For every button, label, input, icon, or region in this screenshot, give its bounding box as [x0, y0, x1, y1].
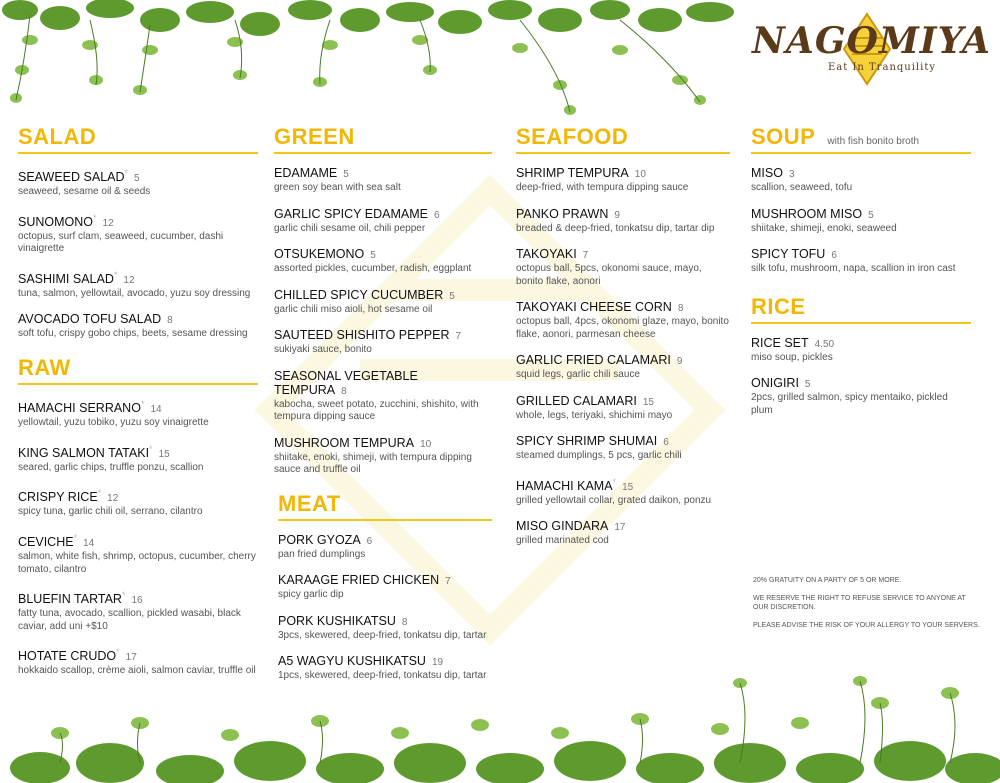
menu-item	[18, 166, 258, 199]
green-heading	[274, 124, 492, 154]
menu-item	[274, 328, 492, 357]
menu-item	[516, 166, 730, 195]
item-price: 15	[642, 396, 654, 408]
item-price: 9	[614, 209, 620, 221]
item-price: 12	[102, 217, 114, 229]
item-price: 14	[83, 538, 95, 550]
menu-item	[516, 207, 730, 236]
item-name: HAMACHI SERRANO	[18, 401, 141, 416]
menu-item	[278, 533, 492, 562]
menu-item	[278, 614, 492, 643]
menu-item	[516, 519, 730, 548]
item-description: kabocha, sweet potato, zucchini, shishito, with tempura dipping sauce	[274, 398, 479, 422]
item-name: KARAAGE FRIED CHICKEN	[278, 573, 440, 587]
item-description: pan fried dumplings	[278, 548, 366, 560]
meat-section	[274, 491, 492, 683]
item-name: PORK KUSHIKATSU	[278, 613, 396, 628]
item-name: SASHIMI SALAD	[18, 271, 114, 286]
item-name: CHILLED SPICY CUCUMBER	[274, 287, 444, 302]
vines-bottom-decoration	[0, 663, 1000, 783]
item-price: 5	[449, 290, 455, 302]
menu-item	[18, 397, 258, 430]
item-name: TAKOYAKI	[516, 247, 577, 261]
item-description: whole, legs, teriyaki, shichimi mayo	[516, 409, 673, 421]
soup-heading	[751, 124, 971, 154]
menu-item	[274, 369, 492, 424]
item-name: PANKO PRAWN	[516, 206, 609, 221]
item-description: squid legs, garlic chili sauce	[516, 369, 640, 380]
menu-item	[274, 166, 492, 195]
vines-top-decoration	[0, 0, 760, 120]
item-description: yellowtail, yuzu tobiko, yuzu soy vinaigrette	[18, 417, 209, 429]
item-description: grilled marinated cod	[516, 535, 609, 547]
section-title: SALAD	[18, 124, 97, 149]
section-title: RICE	[751, 293, 806, 319]
item-name: CRISPY RICE	[18, 490, 98, 505]
menu-item	[274, 288, 492, 317]
item-description: octopus, surf clam, seaweed, cucumber, dashi vinaigrette	[18, 230, 224, 255]
item-name: SHRIMP TEMPURA	[516, 166, 629, 180]
item-price: 17	[614, 522, 626, 534]
item-price: 12	[123, 274, 135, 286]
section-title: GREEN	[274, 124, 355, 149]
item-name: BLUEFIN TARTAR	[18, 592, 122, 607]
item-name: RICE SET	[751, 335, 809, 350]
item-description: deep-fried, with tempura dipping sauce	[516, 182, 689, 193]
salad-section	[18, 124, 258, 341]
item-name: GARLIC SPICY EDAMAME	[274, 206, 428, 221]
soup-section	[751, 124, 971, 276]
item-price: 3	[788, 169, 795, 180]
item-price: 8	[167, 315, 173, 327]
item-price: 9	[676, 356, 683, 367]
item-price: 4.50	[814, 338, 835, 350]
item-name: PORK GYOZA	[278, 532, 361, 547]
item-description: salmon, white fish, shrimp, octopus, cucumber, cherry tomato, cilantro	[18, 551, 256, 575]
menu-item	[516, 247, 730, 288]
item-name: SAUTEED SHISHITO PEPPER	[274, 328, 450, 342]
item-price: 7	[455, 331, 462, 342]
menu-item	[516, 300, 730, 341]
item-name: GARLIC FRIED CALAMARI	[516, 353, 671, 367]
item-price: 12	[107, 493, 119, 505]
item-name: A5 WAGYU KUSHIKATSU	[278, 654, 426, 668]
logo-name: NAGOMIYA	[752, 20, 991, 62]
item-price: 17	[125, 652, 137, 664]
note-allergy: PLEASE ADVISE THE RISK OF YOUR ALLERGY TO YOUR SERVERS.	[753, 622, 980, 629]
item-name: MISO	[751, 166, 783, 180]
item-price: 15	[622, 481, 634, 493]
item-price: 5	[343, 169, 349, 180]
brand-logo	[752, 8, 991, 88]
raw-fish-marker: *	[113, 269, 118, 280]
item-name: EDAMAME	[274, 166, 338, 180]
logo-tagline: Eat In Tranquility	[828, 62, 936, 73]
column-2	[274, 124, 492, 697]
item-description: green soy bean with sea salt	[274, 182, 401, 193]
menu-item	[274, 436, 492, 477]
item-name: OTSUKEMONO	[274, 247, 365, 261]
item-price: 8	[401, 616, 408, 628]
item-price: 8	[341, 385, 347, 397]
item-description: garlic chili sesame oil, chili pepper	[274, 222, 426, 234]
raw-fish-marker: *	[73, 532, 78, 543]
item-name: AVOCADO TOFU SALAD	[18, 312, 162, 327]
menu-item	[18, 588, 258, 633]
section-note: with fish bonito broth	[827, 136, 920, 147]
item-price: 5	[868, 209, 874, 221]
menu-item	[18, 442, 258, 475]
item-price: 19	[431, 657, 444, 668]
item-price: 7	[445, 576, 451, 587]
item-description: fatty tuna, avocado, scallion, pickled wasabi, black caviar, add uni +$10	[18, 608, 241, 632]
item-description: soft tofu, crispy gobo chips, beets, sesame dressing	[18, 328, 248, 340]
raw-fish-marker: *	[97, 488, 102, 499]
menu-item	[18, 531, 258, 576]
item-description: spicy tuna, garlic chili oil, serrano, cilantro	[18, 506, 203, 518]
item-description: scallion, seaweed, tofu	[751, 182, 853, 193]
menu-item	[278, 573, 492, 602]
item-name: SPICY SHRIMP SHUMAI	[516, 434, 658, 448]
section-title: SEAFOOD	[516, 124, 629, 149]
raw-fish-marker: *	[93, 212, 97, 223]
item-description: seaweed, sesame oil & seeds	[18, 186, 151, 198]
raw-fish-marker: *	[149, 443, 153, 454]
policy-notes	[753, 576, 983, 639]
menu-item	[516, 394, 730, 423]
item-price: 5	[804, 379, 811, 390]
item-description: garlic chili miso aioli, hot sesame oil	[274, 303, 433, 315]
item-description: 1pcs, skewered, deep-fried, tonkatsu dip, tartar	[278, 670, 487, 681]
item-description: steamed dumplings, 5 pcs, garlic chili	[516, 450, 682, 461]
note-gratuity: 20% GRATUITY ON A PARTY OF 5 OR MORE.	[753, 577, 902, 584]
item-price: 8	[677, 303, 684, 314]
item-name: SUNOMONO	[18, 214, 93, 229]
item-description: octopus ball, 4pcs, okonomi glaze, mayo, bonito flake, aonori, parmesan cheese	[516, 316, 729, 340]
item-name: SEASONAL VEGETABLE TEMPURA	[274, 368, 418, 397]
item-description: seared, garlic chips, truffle ponzu, scallion	[18, 461, 204, 473]
item-name: KING SALMON TATAKI	[18, 445, 150, 460]
raw-fish-marker: *	[140, 398, 145, 409]
note-refuse-service: WE RESERVE THE RIGHT TO REFUSE SERVICE TO ANYONE AT OUR DISCRETION.	[753, 595, 966, 611]
menu-item	[516, 353, 730, 382]
meat-heading	[278, 491, 492, 521]
item-description: 3pcs, skewered, deep-fried, tonkatsu dip, tartar	[278, 629, 487, 641]
section-title: SOUP	[751, 124, 816, 149]
item-description: assorted pickles, cucumber, radish, eggplant	[274, 263, 472, 274]
column-3	[516, 124, 730, 562]
salad-heading	[18, 124, 258, 154]
menu-item	[274, 247, 492, 276]
item-description: breaded & deep-fried, tonkatsu dip, tartar dip	[516, 222, 715, 234]
item-description: grilled yellowtail collar, grated daikon, ponzu	[516, 494, 712, 506]
menu-item	[751, 336, 971, 365]
item-price: 5	[370, 250, 376, 261]
item-name: TAKOYAKI CHEESE CORN	[516, 300, 672, 314]
seafood-heading	[516, 124, 730, 154]
item-name: MUSHROOM MISO	[751, 206, 863, 221]
menu-item	[18, 486, 258, 519]
item-description: shiitake, enoki, shimeji, with tempura dipping sauce and truffle oil	[274, 451, 472, 475]
item-name: MUSHROOM TEMPURA	[274, 435, 415, 450]
item-description: miso soup, pickles	[751, 351, 833, 363]
raw-heading	[18, 355, 258, 385]
item-description: shiitake, shimeji, enoki, seaweed	[751, 222, 897, 234]
item-name: CEVICHE	[18, 535, 74, 550]
raw-fish-marker: *	[612, 476, 617, 487]
column-1	[18, 124, 258, 692]
rice-heading	[751, 294, 971, 324]
item-name: HOTATE CRUDO	[18, 649, 117, 664]
menu-item	[274, 207, 492, 236]
item-price: 6	[433, 209, 440, 221]
item-name: SPICY TOFU	[751, 247, 826, 261]
item-name: GRILLED CALAMARI	[516, 393, 637, 408]
item-description: octopus ball, 5pcs, okonomi sauce, mayo, bonito flake, aonori	[516, 263, 702, 287]
item-price: 10	[634, 169, 646, 180]
menu-item	[751, 207, 971, 236]
item-price: 6	[366, 535, 373, 547]
item-price: 5	[134, 173, 140, 185]
menu-item	[18, 268, 258, 301]
item-price: 7	[582, 250, 589, 261]
menu-item	[516, 475, 730, 508]
raw-fish-marker: *	[124, 168, 129, 178]
menu-item	[751, 166, 971, 195]
item-price: 10	[420, 438, 432, 450]
item-description: spicy garlic dip	[278, 589, 344, 600]
menu-item	[751, 376, 971, 417]
item-name: SEAWEED SALAD	[18, 170, 125, 185]
menu-item	[516, 434, 730, 463]
raw-fish-marker: *	[116, 647, 120, 658]
item-name: ONIGIRI	[751, 376, 799, 390]
section-title: RAW	[18, 354, 71, 380]
menu-item	[18, 211, 258, 256]
item-description: 2pcs, grilled salmon, spicy mentaiko, pickled plum	[751, 392, 948, 416]
item-description: hokkaido scallop, crème aioli, salmon caviar, truffle oil	[18, 665, 256, 677]
section-title: MEAT	[278, 490, 341, 516]
item-description: tuna, salmon, yellowtail, avocado, yuzu soy dressing	[18, 287, 251, 299]
seafood-section	[516, 124, 730, 548]
raw-fish-marker: *	[121, 590, 126, 601]
menu-item	[18, 312, 258, 341]
item-name: MISO GINDARA	[516, 519, 609, 534]
item-description: silk tofu, mushroom, napa, scallion in iron cast	[751, 263, 956, 274]
item-price: 6	[831, 250, 837, 261]
menu-item	[751, 247, 971, 276]
rice-section	[751, 294, 971, 418]
item-description: sukiyaki sauce, bonito	[274, 344, 372, 355]
column-4	[751, 124, 971, 431]
item-price: 14	[150, 404, 162, 416]
item-price: 15	[158, 448, 170, 460]
raw-section	[18, 355, 258, 678]
item-name: HAMACHI KAMA	[516, 478, 613, 493]
green-section	[274, 124, 492, 477]
item-price: 6	[663, 437, 669, 448]
item-price: 16	[131, 595, 143, 607]
